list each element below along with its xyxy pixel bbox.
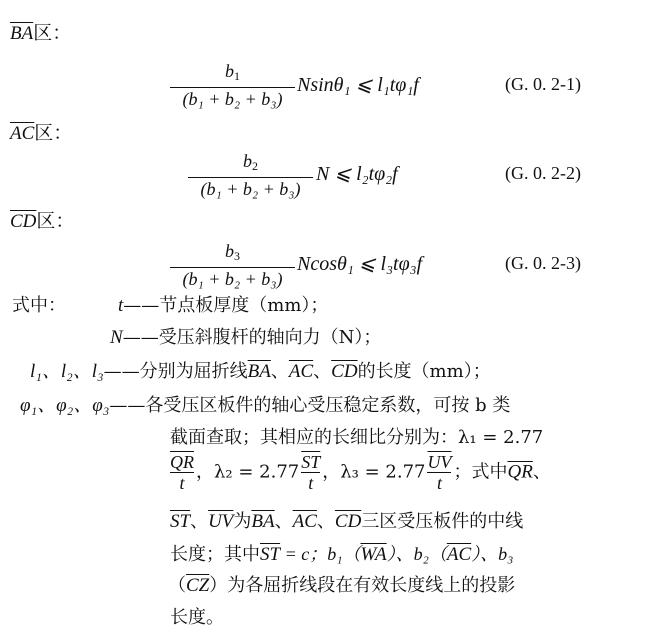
equation-1-fraction — [170, 60, 295, 110]
line-cz: $\overline{CZ}$ — [186, 575, 210, 596]
definition-dash: —— — [103, 361, 140, 382]
phi-line-5 — [170, 540, 513, 569]
line-ac-3: $\overline{AC}$ — [446, 544, 472, 565]
phi-line-1: 各受压区板件的轴心受压稳定系数，可按 b 类 — [145, 395, 511, 416]
symbol-t: t — [118, 295, 124, 316]
definition-n — [110, 324, 381, 352]
equation-3-rhs: Ncosθ₁ ⩽ l₃tφ₃f — [297, 253, 423, 275]
line-qr: $\overline{QR}$ — [507, 461, 533, 483]
zone-cd-suffix: 区： — [36, 210, 75, 232]
zone-ac-heading — [10, 118, 72, 145]
eq2-num: b — [243, 151, 252, 171]
line-cd-2: $\overline{CD}$ — [334, 511, 362, 532]
frac-uv-den: t — [427, 472, 451, 493]
symbol-n: N — [110, 327, 123, 348]
definition-l-post: 的长度（mm）； — [357, 361, 491, 382]
phi-line-3: $\frac{\overline{QR}}{t}$ ，λ₂ = 2.77 $\frac{\overline{ST}}{t}$ ，λ₃ = 2.77 $\frac{\overline{UV}}{t}$ ；式中$\overline{QR}$、 — [170, 452, 551, 493]
definition-dash: —— — [109, 395, 146, 416]
definition-l-pre: 分别为屈折线 — [139, 361, 248, 382]
zone-ba-heading — [10, 18, 71, 45]
eq1-den: (b₁ + b₂ + b₃) — [182, 89, 283, 109]
definition-phi — [20, 392, 510, 420]
line-wa: $\overline{WA}$ — [360, 544, 387, 565]
equation-2-number: (G. 0. 2-2) — [505, 163, 581, 183]
frac-st-num: $\overline{ST}$ — [301, 452, 321, 472]
fraction-st-t — [301, 452, 320, 493]
equation-2-rhs: N ⩽ l₂tφ₂f — [316, 163, 398, 185]
phi-line-6 — [168, 572, 515, 600]
lambda3-text: ，λ₃ = 2.77 — [322, 461, 426, 483]
frac-qr-den: t — [170, 472, 194, 493]
symbol-l: l₁、l₂、l₃ — [30, 361, 104, 382]
eq1-num: b — [225, 61, 234, 81]
line-uv: $\overline{UV}$ — [208, 511, 234, 532]
zone-ba-suffix: 区： — [33, 22, 72, 44]
zone-cd-label: $\overline{CD}$ — [10, 211, 37, 232]
equation-3-fraction — [170, 240, 295, 290]
frac-qr-num: $\overline{QR}$ — [170, 452, 194, 472]
eq2-num-sub: 2 — [252, 159, 258, 173]
line5-a: 长度；其中 — [170, 544, 260, 565]
zone-ba-label: $\overline{BA}$ — [10, 23, 34, 44]
line-ba: $\overline{BA}$ — [247, 361, 271, 382]
line6-open: （ — [168, 575, 186, 596]
line6-rest: ）为各屈折线段在有效长度线上的投影 — [209, 575, 516, 596]
zone-cd-heading — [10, 206, 74, 233]
equation-1-rhs: Nsinθ₁ ⩽ l₁tφ₁f — [297, 74, 419, 96]
line3-tail: ；式中 — [453, 461, 508, 483]
phi-line-7: 长度。 — [170, 607, 224, 628]
definition-t — [118, 292, 328, 320]
eq1-num-sub: 1 — [234, 69, 240, 83]
eq3-num-sub: 3 — [234, 249, 240, 263]
definition-l: l₁、l₂、l₃——分别为屈折线$\overline{BA}$、$\overline{AC}$、$\overline{CD}$的长度（mm）； — [30, 361, 491, 382]
line-st-2: $\overline{ST}$ — [260, 544, 281, 565]
equation-3-number: (G. 0. 2-3) — [505, 253, 581, 273]
phi-line-4: $\overline{ST}$、$\overline{UV}$为$\overline{BA}$、$\overline{AC}$、$\overline{CD}$三区受压板件的中线 — [170, 511, 524, 532]
frac-uv-num: $\overline{UV}$ — [427, 452, 452, 472]
eq3-den: (b₁ + b₂ + b₃) — [182, 269, 283, 289]
line5-eq: = c； — [280, 544, 328, 564]
definition-t-text: 节点板厚度（mm）； — [159, 295, 329, 316]
definition-dash: —— — [123, 295, 160, 316]
line-ac-2: $\overline{AC}$ — [292, 511, 317, 532]
line-st: $\overline{ST}$ — [170, 511, 191, 532]
line5-b2: ）、b₂（ — [386, 544, 447, 564]
phi-line-2: 截面查取；其相应的长细比分别为：λ₁ = 2.77 — [170, 427, 544, 448]
equation-1-number: (G. 0. 2-1) — [505, 74, 581, 94]
definition-n-text: 受压斜腹杆的轴向力（N）； — [158, 327, 382, 348]
fraction-qr-t — [170, 452, 194, 493]
line-cd: $\overline{CD}$ — [331, 361, 358, 382]
frac-st-den: t — [301, 472, 320, 493]
eq3-num: b — [225, 241, 234, 261]
zone-ac-suffix: 区： — [34, 122, 73, 144]
definition-dash: —— — [122, 327, 159, 348]
symbol-phi: φ₁、φ₂、φ₃ — [20, 395, 110, 416]
line5-b1: b₁（ — [327, 544, 361, 564]
fraction-uv-t — [427, 452, 451, 493]
equation-2-fraction — [188, 150, 313, 200]
lambda2-text: ，λ₂ = 2.77 — [196, 461, 300, 483]
line-ba-2: $\overline{BA}$ — [251, 511, 275, 532]
line-ac: $\overline{AC}$ — [288, 361, 314, 382]
line5-b3: ）、b₃ — [471, 544, 514, 564]
line4-tail: 三区受压板件的中线 — [361, 511, 524, 532]
text-wei: 为 — [233, 511, 252, 532]
eq2-den: (b₁ + b₂ + b₃) — [200, 179, 301, 199]
definitions-intro: 式中： — [12, 295, 66, 316]
zone-ac-label: $\overline{AC}$ — [10, 123, 35, 144]
